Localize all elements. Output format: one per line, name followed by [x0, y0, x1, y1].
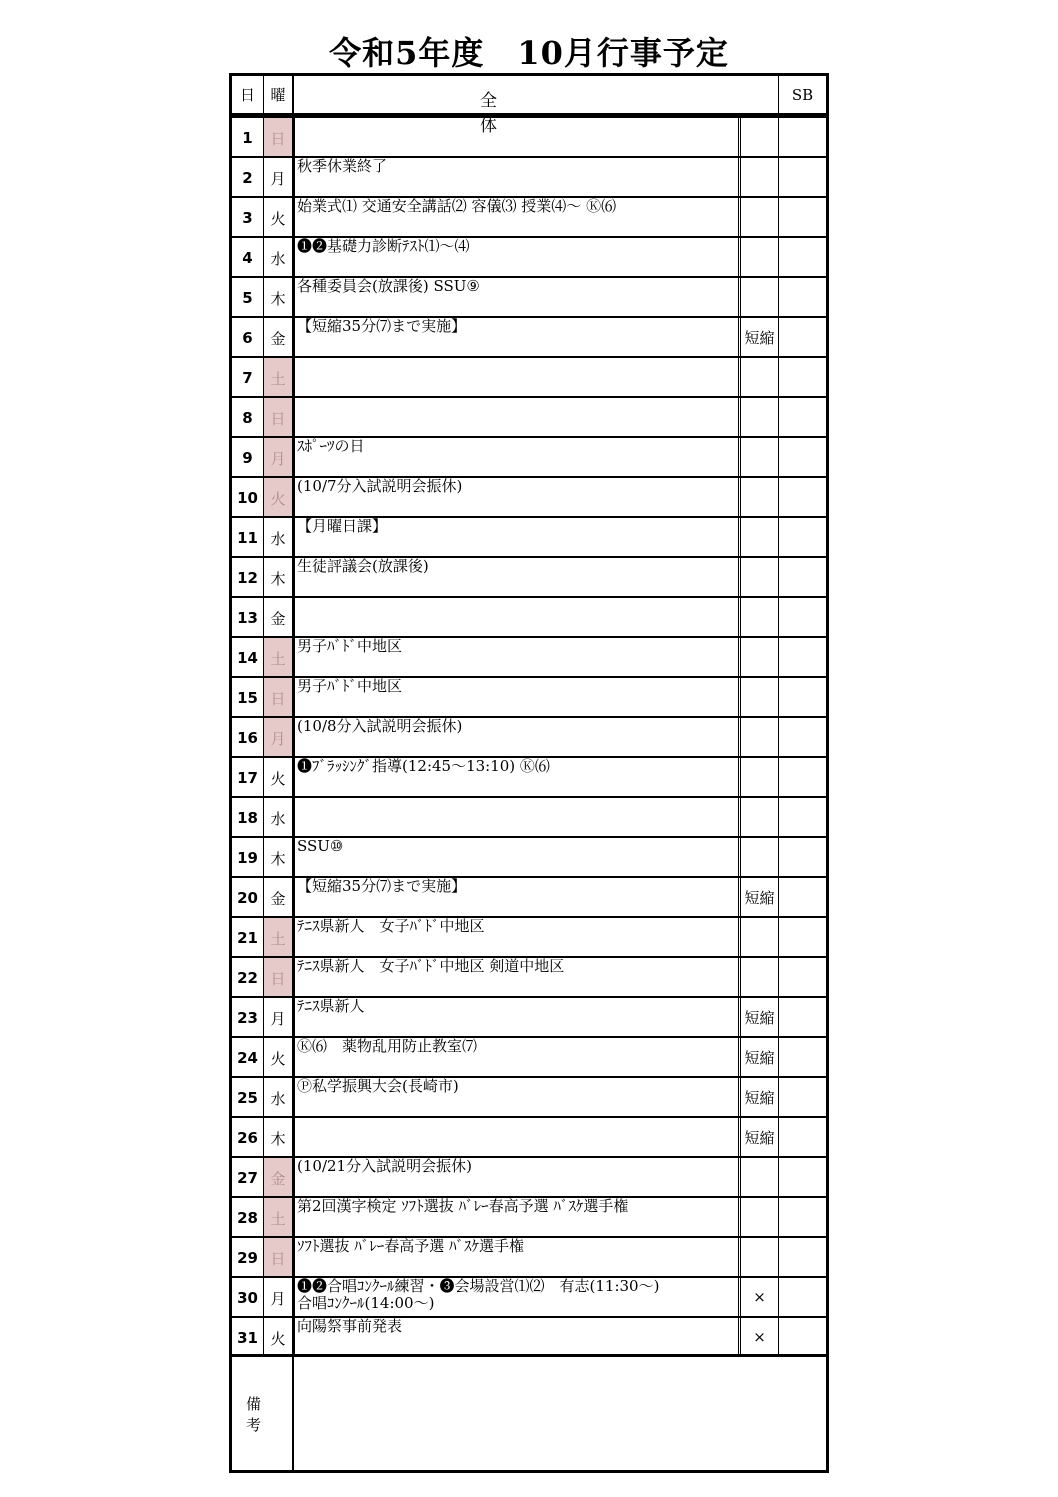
row-event [294, 158, 738, 196]
row-sub [738, 278, 778, 316]
row-weekday: 金 [264, 598, 294, 636]
row-day: 18 [232, 798, 264, 836]
row-weekday: 月 [264, 998, 294, 1036]
row-sb [778, 1278, 826, 1316]
row-event [294, 1158, 738, 1196]
table-row [232, 516, 826, 556]
row-sb [778, 358, 826, 396]
row-event-text: ❶❷合唱ｺﾝｸｰﾙ練習・❸会場設営⑴⑵ 有志(11:30～) [297, 1278, 660, 1295]
row-event [294, 878, 738, 916]
row-weekday: 火 [264, 1038, 294, 1076]
row-event-text: 【月曜日課】 [297, 518, 388, 535]
row-event-text: SSU⑩ [297, 838, 344, 855]
row-event-text: Ⓟ私学振興大会(長崎市) [297, 1078, 459, 1095]
row-weekday: 月 [264, 158, 294, 196]
row-day: 3 [232, 198, 264, 236]
row-sub [738, 678, 778, 716]
table-row [232, 276, 826, 316]
row-event [294, 638, 738, 676]
row-event [294, 238, 738, 276]
row-sb [778, 878, 826, 916]
row-weekday: 木 [264, 838, 294, 876]
row-event-text: 【短縮35分⑺まで実施】 [297, 318, 467, 335]
row-event [294, 1238, 738, 1276]
row-sb [778, 158, 826, 196]
row-sub [738, 558, 778, 596]
remarks-label: 備考 [232, 1357, 294, 1470]
table-row [232, 876, 826, 916]
row-sb [778, 278, 826, 316]
row-day: 11 [232, 518, 264, 556]
table-row [232, 1156, 826, 1196]
row-event-text: 【短縮35分⑺まで実施】 [297, 878, 467, 895]
header-all-label: 全 体 [480, 91, 674, 136]
row-day: 30 [232, 1278, 264, 1316]
row-sb [778, 1078, 826, 1116]
table-row [232, 316, 826, 356]
row-day: 6 [232, 318, 264, 356]
row-weekday: 火 [264, 758, 294, 796]
row-sb [778, 798, 826, 836]
row-sb [778, 1198, 826, 1236]
row-day: 27 [232, 1158, 264, 1196]
row-event-text: 男子ﾊﾞﾄﾞ中地区 [297, 678, 403, 695]
row-day: 29 [232, 1238, 264, 1276]
row-sb [778, 438, 826, 476]
table-row [232, 196, 826, 236]
row-weekday: 日 [264, 678, 294, 716]
row-sub [738, 718, 778, 756]
row-event [294, 1118, 738, 1156]
row-sub [738, 598, 778, 636]
row-event [294, 678, 738, 716]
row-event-text: ❶ﾌﾞﾗｯｼﾝｸﾞ指導(12:45～13:10) Ⓚ⑹ [297, 758, 550, 775]
row-day: 5 [232, 278, 264, 316]
row-sub: 短縮 [738, 1118, 778, 1156]
header-sb: SB [778, 76, 826, 113]
row-weekday: 火 [264, 1318, 294, 1356]
row-event-text: (10/21分入試説明会振休) [297, 1158, 472, 1175]
table-row [232, 396, 826, 436]
row-sub: 短縮 [738, 998, 778, 1036]
row-day: 24 [232, 1038, 264, 1076]
row-sb [778, 478, 826, 516]
row-sb [778, 598, 826, 636]
row-day: 25 [232, 1078, 264, 1116]
row-weekday: 火 [264, 478, 294, 516]
table-row [232, 476, 826, 516]
table-row [232, 1236, 826, 1276]
row-event-text: ﾃﾆｽ県新人 女子ﾊﾞﾄﾞ中地区 剣道中地区 [297, 958, 565, 975]
row-weekday: 月 [264, 1278, 294, 1316]
row-sb [778, 998, 826, 1036]
table-row [232, 956, 826, 996]
row-event [294, 278, 738, 316]
row-weekday: 金 [264, 878, 294, 916]
row-event [294, 998, 738, 1036]
table-row [232, 436, 826, 476]
row-sub [738, 358, 778, 396]
row-event [294, 398, 738, 436]
table-row [232, 716, 826, 756]
row-event [294, 1078, 738, 1116]
row-day: 19 [232, 838, 264, 876]
table-row [232, 156, 826, 196]
row-event [294, 1038, 738, 1076]
row-sb [778, 1318, 826, 1356]
row-sb [778, 718, 826, 756]
row-sub: × [738, 1278, 778, 1316]
row-day: 9 [232, 438, 264, 476]
row-sub: 短縮 [738, 878, 778, 916]
row-event-text: ｽﾎﾟｰﾂの日 [297, 438, 365, 455]
table-row [232, 916, 826, 956]
row-event-text: ﾃﾆｽ県新人 [297, 998, 365, 1015]
row-event [294, 558, 738, 596]
page-title: 令和5年度 10月行事予定 [329, 34, 729, 72]
row-sb [778, 1158, 826, 1196]
table-row [232, 356, 826, 396]
row-event [294, 1198, 738, 1236]
row-day: 22 [232, 958, 264, 996]
row-weekday: 土 [264, 918, 294, 956]
header-day: 日 [232, 76, 264, 113]
row-sb [778, 1118, 826, 1156]
row-event-text-line2: 合唱ｺﾝｸｰﾙ(14:00～) [297, 1294, 435, 1312]
row-sub [738, 1158, 778, 1196]
remarks-row [232, 1354, 826, 1470]
row-day: 16 [232, 718, 264, 756]
row-day: 28 [232, 1198, 264, 1236]
row-sub [738, 1198, 778, 1236]
row-sb [778, 918, 826, 956]
row-day: 4 [232, 238, 264, 276]
row-sb [778, 1238, 826, 1276]
row-sb [778, 838, 826, 876]
row-event-text: 始業式⑴ 交通安全講話⑵ 容儀⑶ 授業⑷～ Ⓚ⑹ [297, 198, 617, 215]
row-event [294, 198, 738, 236]
row-weekday: 日 [264, 1238, 294, 1276]
row-day: 26 [232, 1118, 264, 1156]
row-day: 21 [232, 918, 264, 956]
row-sb [778, 318, 826, 356]
row-weekday: 金 [264, 1158, 294, 1196]
row-day: 13 [232, 598, 264, 636]
row-weekday: 木 [264, 278, 294, 316]
row-sub [738, 438, 778, 476]
row-day: 14 [232, 638, 264, 676]
row-day: 20 [232, 878, 264, 916]
row-event [294, 118, 738, 156]
row-day: 8 [232, 398, 264, 436]
row-sb [778, 398, 826, 436]
row-weekday: 日 [264, 398, 294, 436]
row-sub [738, 398, 778, 436]
row-day: 23 [232, 998, 264, 1036]
table-row [232, 636, 826, 676]
row-weekday: 日 [264, 118, 294, 156]
row-sb [778, 1038, 826, 1076]
row-sub [738, 518, 778, 556]
row-sub [738, 918, 778, 956]
header-all [294, 76, 738, 136]
schedule-table [229, 73, 829, 1473]
row-sub [738, 798, 778, 836]
row-sb [778, 678, 826, 716]
row-event [294, 758, 738, 796]
row-event-text: 男子ﾊﾞﾄﾞ中地区 [297, 638, 403, 655]
row-event-text: ﾃﾆｽ県新人 女子ﾊﾞﾄﾞ中地区 [297, 918, 485, 935]
row-day: 1 [232, 118, 264, 156]
row-weekday: 月 [264, 718, 294, 756]
row-event [294, 598, 738, 636]
row-weekday: 木 [264, 1118, 294, 1156]
table-row [232, 1196, 826, 1236]
row-sub [738, 238, 778, 276]
table-row [232, 236, 826, 276]
row-weekday: 水 [264, 1078, 294, 1116]
row-day: 12 [232, 558, 264, 596]
row-event-text: (10/8分入試説明会振休) [297, 718, 463, 735]
table-row [232, 1076, 826, 1116]
row-sub [738, 838, 778, 876]
row-day: 15 [232, 678, 264, 716]
row-sub [738, 158, 778, 196]
row-weekday: 水 [264, 798, 294, 836]
table-row [232, 1116, 826, 1156]
row-weekday: 木 [264, 558, 294, 596]
row-weekday: 火 [264, 198, 294, 236]
row-event-text: 秋季休業終了 [297, 158, 388, 175]
table-row [232, 676, 826, 716]
row-weekday: 土 [264, 638, 294, 676]
row-event [294, 478, 738, 516]
row-sb [778, 558, 826, 596]
row-event [294, 918, 738, 956]
row-sb [778, 638, 826, 676]
row-sub: 短縮 [738, 1078, 778, 1116]
row-sub: 短縮 [738, 1038, 778, 1076]
row-event [294, 1318, 738, 1356]
row-sub: 短縮 [738, 318, 778, 356]
table-row [232, 1276, 826, 1316]
row-sub [738, 958, 778, 996]
row-sb [778, 958, 826, 996]
row-event-text: 第2回漢字検定 ｿﾌﾄ選抜 ﾊﾞﾚｰ春高予選 ﾊﾞｽｹ選手権 [297, 1198, 629, 1215]
row-day: 2 [232, 158, 264, 196]
row-event [294, 318, 738, 356]
row-sub: × [738, 1318, 778, 1356]
row-event-text: 各種委員会(放課後) SSU⑨ [297, 278, 480, 295]
table-row [232, 1036, 826, 1076]
row-sb [778, 518, 826, 556]
table-row [232, 116, 826, 156]
row-sb [778, 118, 826, 156]
row-sb [778, 238, 826, 276]
row-event [294, 1278, 738, 1316]
row-sub [738, 478, 778, 516]
row-event-text: ｿﾌﾄ選抜 ﾊﾞﾚｰ春高予選 ﾊﾞｽｹ選手権 [297, 1238, 525, 1255]
row-day: 31 [232, 1318, 264, 1356]
row-event-text: ❶❷基礎力診断ﾃｽﾄ⑴～⑷ [297, 238, 470, 255]
row-day: 7 [232, 358, 264, 396]
header-weekday: 曜 [264, 76, 294, 113]
row-weekday: 水 [264, 518, 294, 556]
table-row [232, 756, 826, 796]
row-day: 17 [232, 758, 264, 796]
row-sub [738, 1238, 778, 1276]
row-event [294, 718, 738, 756]
row-sub [738, 198, 778, 236]
row-sub [738, 638, 778, 676]
row-event-text: (10/7分入試説明会振休) [297, 478, 463, 495]
row-sb [778, 758, 826, 796]
row-day: 10 [232, 478, 264, 516]
row-event [294, 518, 738, 556]
row-weekday: 土 [264, 1198, 294, 1236]
row-weekday: 水 [264, 238, 294, 276]
table-row [232, 556, 826, 596]
header-sub [738, 76, 778, 113]
table-row [232, 996, 826, 1036]
table-row [232, 596, 826, 636]
row-event [294, 438, 738, 476]
row-sub [738, 758, 778, 796]
row-sub [738, 118, 778, 156]
row-event-text: 向陽祭事前発表 [297, 1318, 403, 1335]
row-weekday: 日 [264, 958, 294, 996]
row-event [294, 958, 738, 996]
row-weekday: 月 [264, 438, 294, 476]
row-event [294, 358, 738, 396]
row-event [294, 798, 738, 836]
row-event-text: 生徒評議会(放課後) [297, 558, 429, 575]
table-row [232, 796, 826, 836]
row-sb [778, 198, 826, 236]
row-event-text: Ⓚ⑹ 薬物乱用防止教室⑺ [297, 1038, 478, 1055]
row-weekday: 金 [264, 318, 294, 356]
table-header [232, 76, 826, 136]
table-row [232, 1316, 826, 1356]
row-event [294, 838, 738, 876]
row-weekday: 土 [264, 358, 294, 396]
table-row [232, 836, 826, 876]
